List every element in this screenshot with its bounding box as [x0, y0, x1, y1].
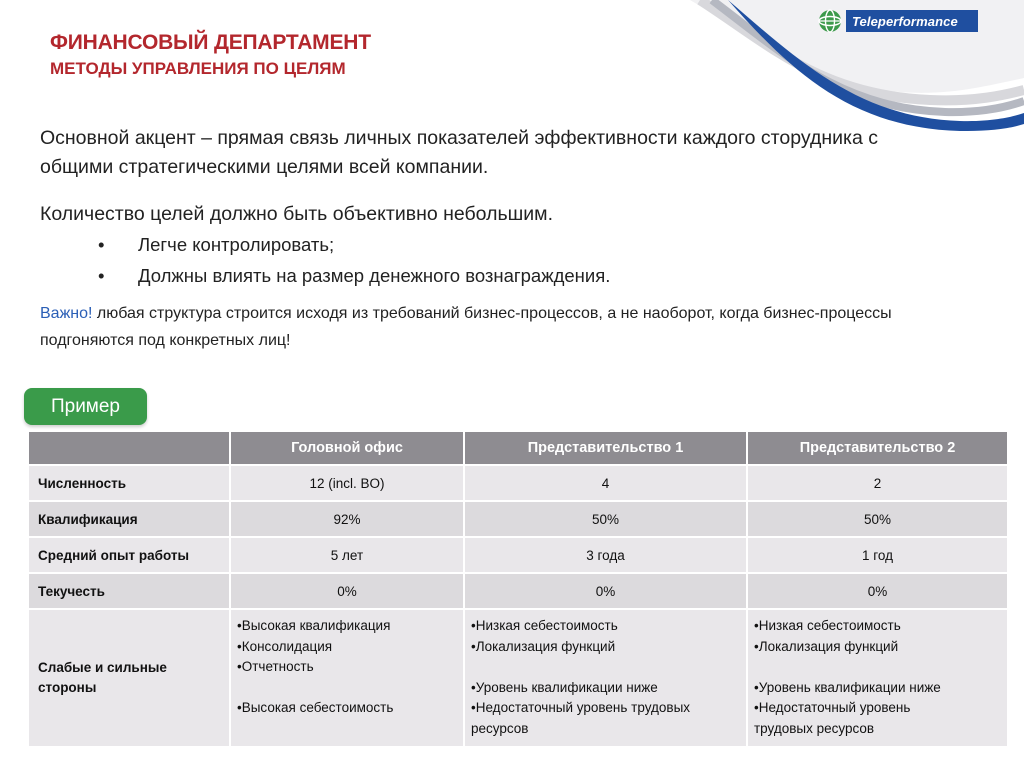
table-row: [28, 609, 1008, 747]
table-cell: 1 год: [747, 537, 1008, 573]
main-paragraph: Основной акцент – прямая связь личных показателей эффективности каждого сторудника с общими стратегическими целями всей компании.: [40, 127, 878, 178]
bullet-list: [98, 229, 610, 291]
cell-line: •Недостаточный уровень: [754, 700, 911, 715]
list-item: [98, 260, 610, 291]
row-label: Численность: [28, 465, 230, 501]
table-row: [28, 501, 1008, 537]
cell-line: •Низкая себестоимость: [754, 618, 901, 633]
cell-line: •Уровень квалификации ниже: [471, 679, 658, 695]
table-row: [28, 537, 1008, 573]
note-text: любая структура строится исходя из требований бизнес-процессов, а не наоборот, когда бизнес-процессы подгоняются под конкретных лиц!: [40, 305, 892, 349]
cell-line: •Отчетность: [237, 659, 314, 674]
title-line-2: МЕТОДЫ УПРАВЛЕНИЯ ПО ЦЕЛЯМ: [50, 59, 346, 78]
list-item: [98, 229, 610, 260]
cell-line: [754, 657, 1001, 678]
table-cell: 12 (incl. BO): [230, 465, 464, 501]
table-cell: 0%: [747, 573, 1008, 609]
cell-line: •Уровень квалификации ниже: [754, 679, 941, 695]
example-button[interactable]: Пример: [24, 388, 147, 425]
row-label: Слабые и сильные стороны: [28, 609, 230, 747]
comparison-table: [27, 430, 1009, 748]
table-cell: 50%: [464, 501, 747, 537]
cell-line: [471, 657, 740, 678]
cell-line: •Низкая себестоимость: [471, 618, 618, 633]
cell-line: •Недостаточный уровень трудовых ресурсов: [471, 700, 691, 736]
cell-line: •Локализация функций: [471, 638, 616, 654]
table-cell: 0%: [464, 573, 747, 609]
logo-text: Teleperformance: [846, 10, 978, 32]
table-cell: [747, 609, 1008, 747]
table-cell: 5 лет: [230, 537, 464, 573]
cell-line: [237, 678, 457, 699]
table-header-row: [28, 431, 1008, 465]
bullet-marker: •: [98, 234, 105, 255]
table-cell: 92%: [230, 501, 464, 537]
table-cell: [464, 609, 747, 747]
company-logo: [818, 8, 978, 34]
row-label: Средний опыт работы: [28, 537, 230, 573]
table-cell: 4: [464, 465, 747, 501]
header-cell: [28, 431, 230, 465]
bullet-marker: •: [98, 265, 105, 286]
table-row: [28, 465, 1008, 501]
table-cell: 2: [747, 465, 1008, 501]
row-label: Квалификация: [28, 501, 230, 537]
cell-line: •Высокая себестоимость: [237, 700, 394, 715]
note-highlight: Важно!: [40, 305, 93, 322]
header-cell-office-2: Представительство 2: [747, 431, 1008, 465]
cell-line: •Высокая квалификация: [237, 618, 391, 633]
header-cell-office-1: Представительство 1: [464, 431, 747, 465]
table-row: [28, 573, 1008, 609]
goals-paragraph: Количество целей должно быть объективно небольшим.: [40, 203, 553, 225]
important-note: [40, 300, 940, 354]
cell-line: трудовых ресурсов: [754, 720, 875, 736]
bullet-text: Должны влиять на размер денежного вознаграждения.: [138, 265, 611, 286]
table-cell: 3 года: [464, 537, 747, 573]
row-label: Текучесть: [28, 573, 230, 609]
table-cell: 50%: [747, 501, 1008, 537]
bullet-text: Легче контролировать;: [138, 234, 335, 255]
title-line-1: ФИНАНСОВЫЙ ДЕПАРТАМЕНТ: [50, 31, 371, 54]
globe-icon: [818, 9, 842, 33]
table-cell: 0%: [230, 573, 464, 609]
cell-line: •Консолидация: [237, 638, 333, 654]
page-title: [50, 30, 371, 80]
cell-line: •Локализация функций: [754, 638, 899, 654]
table-cell: [230, 609, 464, 747]
header-cell-head-office: Головной офис: [230, 431, 464, 465]
